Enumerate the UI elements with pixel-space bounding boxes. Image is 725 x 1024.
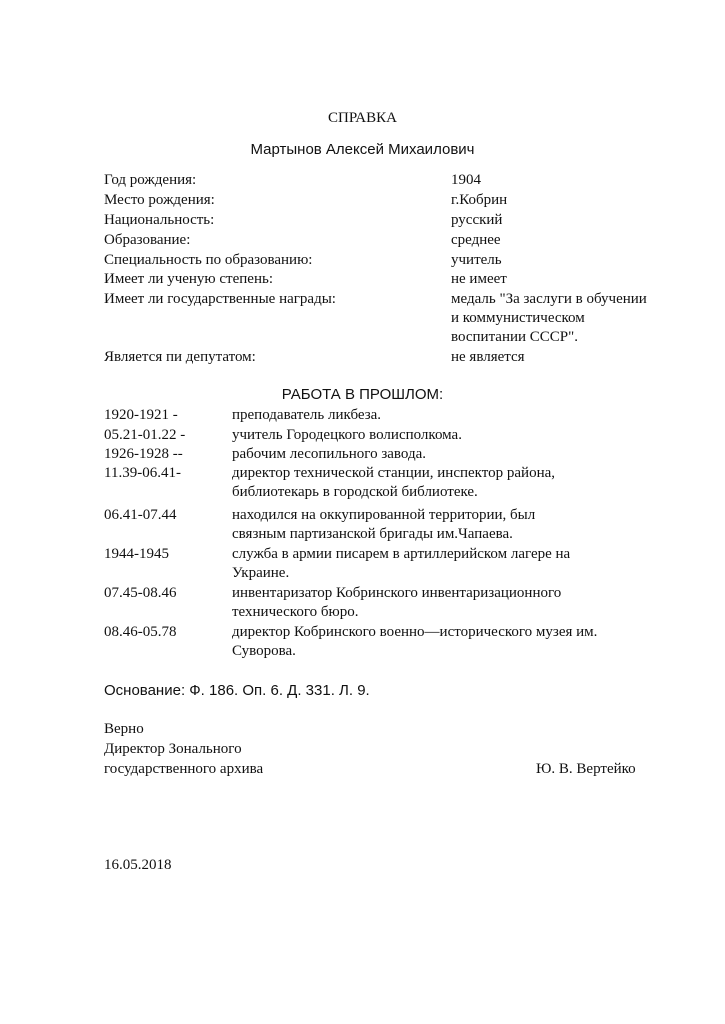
field-value: русский xyxy=(451,212,503,228)
work-description: Украине. xyxy=(232,565,290,581)
work-period: 1926-1928 -- xyxy=(104,446,183,462)
work-period: 1944-1945 xyxy=(104,546,169,562)
work-description: директор технической станции, инспектор района, xyxy=(232,465,555,481)
field-row-awards xyxy=(0,289,725,345)
field-label: Является пи депутатом: xyxy=(104,349,256,365)
field-label: Национальность: xyxy=(104,212,215,228)
signature-organization: государственного архива xyxy=(104,761,264,777)
work-description: служба в армии писарем в артиллерийском лагере на xyxy=(232,546,571,562)
work-description: рабочим лесопильного завода. xyxy=(232,446,426,462)
field-label: Имеет ли государственные награды: xyxy=(104,291,336,307)
field-row-birth-place xyxy=(0,190,725,210)
work-description: связным партизанской бригады им.Чапаева. xyxy=(232,526,513,542)
work-description: технического бюро. xyxy=(232,604,359,620)
basis-reference: Основание: Ф. 186. Оп. 6. Д. 331. Л. 9. xyxy=(104,682,370,699)
signature-position: Директор Зонального xyxy=(104,741,242,757)
work-period: 08.46-05.78 xyxy=(104,624,177,640)
document-title: СПРАВКА xyxy=(328,110,397,126)
work-description: Суворова. xyxy=(232,643,296,659)
field-row-deputy xyxy=(0,347,725,367)
work-description: учитель Городецкого волисполкома. xyxy=(232,427,462,443)
field-value: воспитании СССР". xyxy=(451,329,579,345)
field-label: Год рождения: xyxy=(104,172,197,188)
field-value: среднее xyxy=(451,232,501,248)
field-label: Место рождения: xyxy=(104,192,215,208)
field-row-specialty xyxy=(0,250,725,270)
work-period: 05.21-01.22 - xyxy=(104,427,186,443)
field-row-birth-year xyxy=(0,170,725,190)
field-label: Образование: xyxy=(104,232,191,248)
field-value: учитель xyxy=(451,252,502,268)
work-description: преподаватель ликбеза. xyxy=(232,407,382,423)
work-description: директор Кобринского военно—исторического музея им. xyxy=(232,624,598,640)
field-label: Имеет ли ученую степень: xyxy=(104,271,273,287)
work-description: инвентаризатор Кобринского инвентаризационного xyxy=(232,585,562,601)
field-value: не имеет xyxy=(451,271,507,287)
field-value: медаль "За заслуги в обучении xyxy=(451,291,647,307)
work-period: 06.41-07.44 xyxy=(104,507,177,523)
document-date: 16.05.2018 xyxy=(104,857,172,873)
person-name: Мартынов Алексей Михаилович xyxy=(250,141,475,158)
field-row-nationality xyxy=(0,210,725,230)
field-value: и коммунистическом xyxy=(451,310,585,326)
work-period: 1920-1921 - xyxy=(104,407,178,423)
field-label: Специальность по образованию: xyxy=(104,252,313,268)
work-description: находился на оккупированной территории, был xyxy=(232,507,536,523)
field-row-education xyxy=(0,230,725,250)
signature-verified: Верно xyxy=(104,721,144,737)
signer-name: Ю. В. Вертейко xyxy=(536,761,636,777)
work-heading: РАБОТА В ПРОШЛОМ: xyxy=(281,386,444,403)
field-row-degree xyxy=(0,269,725,289)
field-value: г.Кобрин xyxy=(451,192,508,208)
work-period: 07.45-08.46 xyxy=(104,585,177,601)
work-description: библиотекарь в городской библиотеке. xyxy=(232,484,478,500)
field-value: 1904 xyxy=(451,172,481,188)
field-value: не является xyxy=(451,349,525,365)
work-period: 11.39-06.41- xyxy=(104,465,181,481)
